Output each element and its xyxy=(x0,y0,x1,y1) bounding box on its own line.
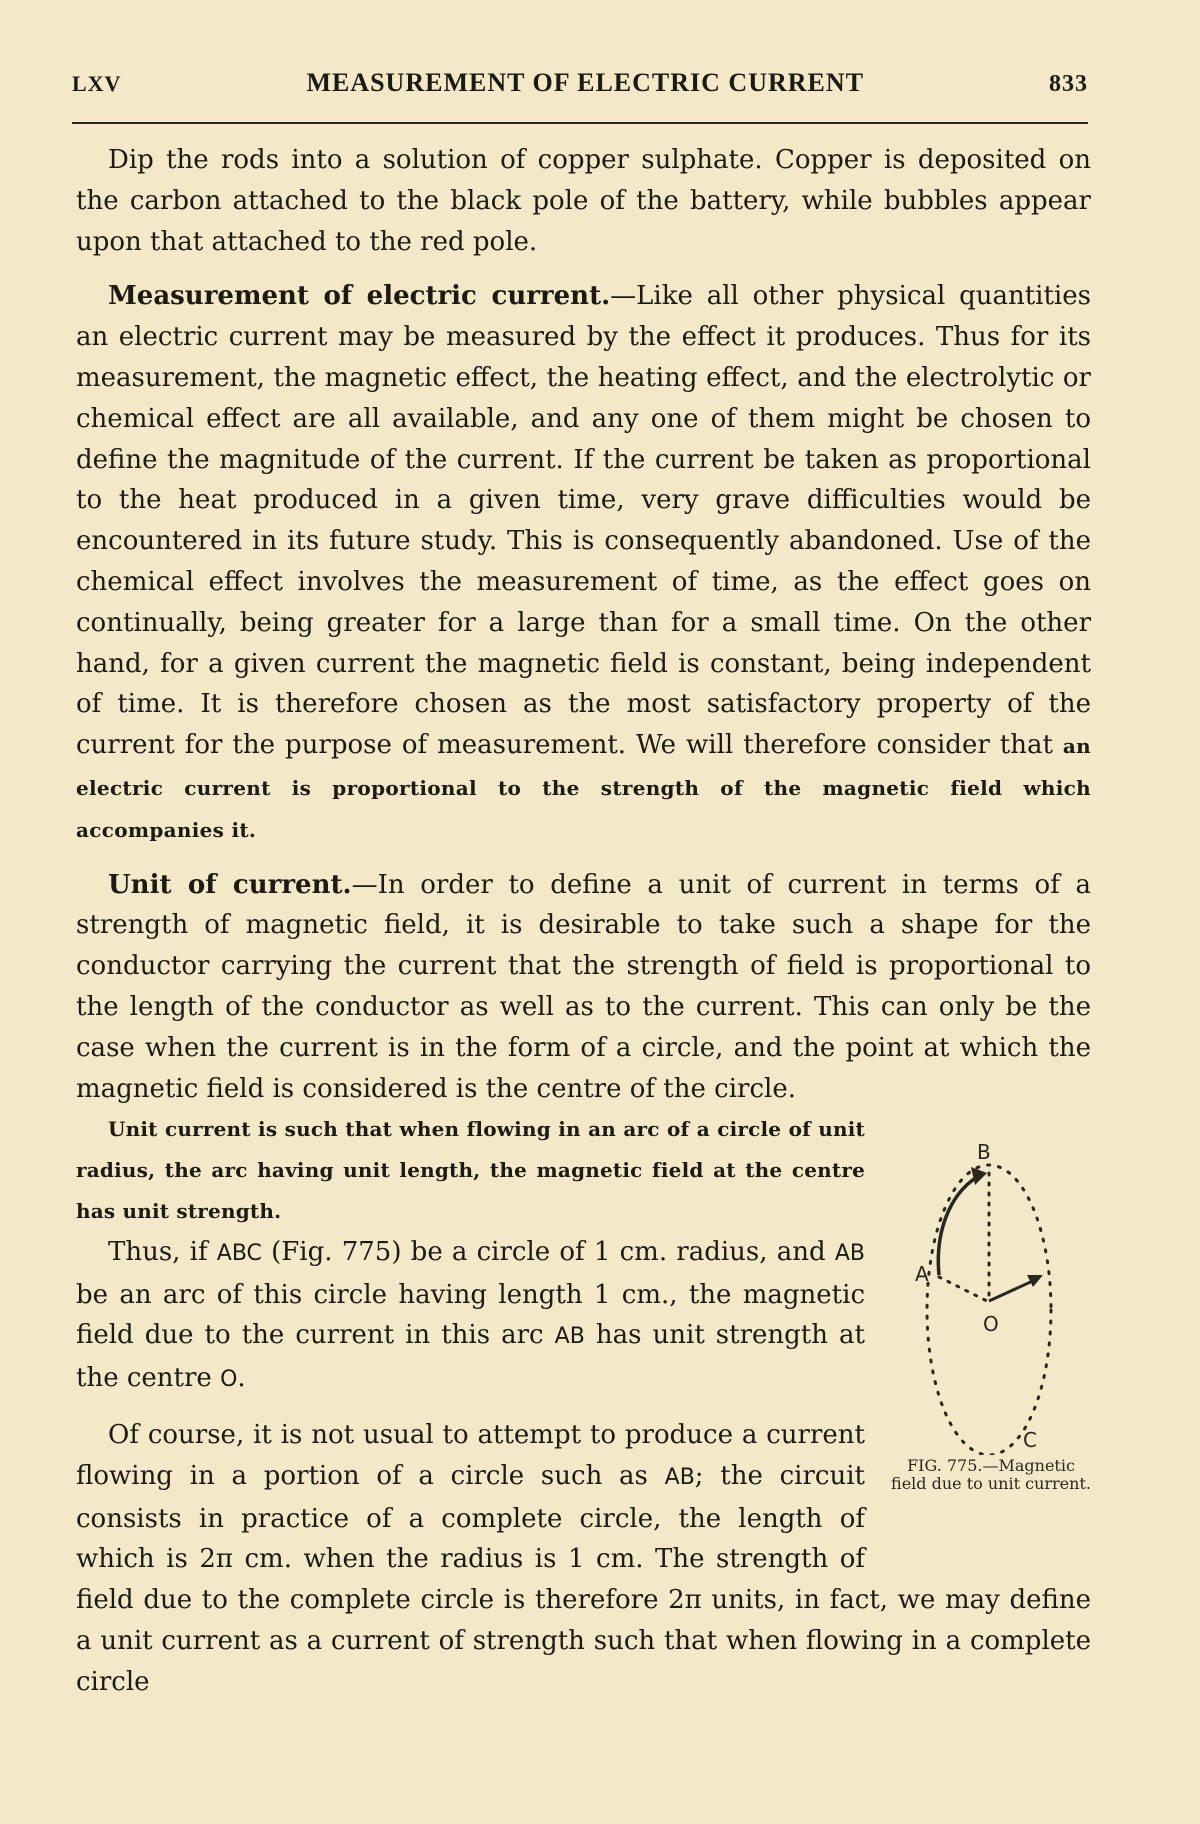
symbol-ab: AB xyxy=(834,1240,865,1266)
page-body xyxy=(76,140,1091,1702)
paragraph-measurement xyxy=(76,276,1091,850)
circle-abc xyxy=(927,1165,1051,1455)
page-number: 833 xyxy=(1049,71,1088,97)
text: ; the circuit consists in practice of a complete circle, the length of which is 2π cm. when the radius is 1 cm. The strength of field due to the complete circle is therefore 2π units, in fact, we may define a unit current as a current of strength such that when flowing in a complete circle xyxy=(76,1460,1091,1697)
definition-unit-current: Unit current is such that when flowing in an arc of a circle of unit radius, the arc having unit length, the magnetic field at the centre has unit strength. xyxy=(76,1117,865,1223)
figure-caption: FIG. 775.—Magnetic field due to unit current. xyxy=(891,1456,1091,1494)
emphasized-principle: an electric current is proportional to the strength of the magnetic field which accompanies it. xyxy=(76,734,1091,842)
figure-775 xyxy=(891,1115,1091,1575)
arc-arrow-icon xyxy=(971,1167,987,1185)
chapter-number: LXV xyxy=(72,71,122,96)
text: (Fig. 775) be a circle of 1 cm. radius, and xyxy=(261,1236,835,1267)
symbol-o: O xyxy=(220,1367,238,1393)
text: . xyxy=(237,1363,246,1394)
circle-diagram xyxy=(891,1115,1091,1455)
section-heading-measurement: Measurement of electric current. xyxy=(108,281,611,312)
symbol-ab: AB xyxy=(554,1324,585,1350)
text: Thus, if xyxy=(108,1236,217,1267)
paragraph-text: Dip the rods into a solution of copper sulphate. Copper is deposited on the carbon attached to the black pole of the battery, while bubbles appear upon that attached to the red pole. xyxy=(76,145,1091,257)
paragraph-copper-deposit xyxy=(76,140,1091,262)
text: has unit strength at the centre xyxy=(76,1320,865,1394)
arc-ab xyxy=(938,1177,977,1275)
paragraph-text: —In order to define a unit of current in terms of a strength of magnetic field, it is desirable to take such a shape for the conductor carrying the current that the strength of field is proportional to the length of the conductor as well as to the current. This can only be the case when the current is in the form of a circle, and the point at which the magnetic field is considered is the centre of the circle. xyxy=(76,869,1092,1104)
label-a: A xyxy=(915,1262,929,1287)
label-b: B xyxy=(977,1140,991,1165)
text: Of course, it is not usual to attempt to produce a current flowing in a portion of a circle such as xyxy=(76,1419,865,1491)
paragraph-text: —Like all other physical quantities an electric current may be measured by the effect it produces. Thus for its measurement, the magnetic effect, the heating effect, and the electrolytic or chemical effect are all available, and any one of them might be chosen to define the magnitude of the current. If the current be taken as proportional to the heat produced in a given time, very grave difficulties would be encountered in its future study. This is consequently abandoned. Use of the chemical effect involves the measurement of time, as the effect goes on continually, being greater for a large than for a small time. On the other hand, for a given current the magnetic field is constant, being independent of time. It is therefore chosen as the most satisfactory property of the current for the purpose of measurement. We will therefore consider that xyxy=(76,281,1091,761)
label-c: C xyxy=(1023,1428,1037,1453)
running-header xyxy=(72,68,1088,104)
symbol-ab: AB xyxy=(664,1464,695,1490)
label-o: O xyxy=(983,1312,999,1337)
text: be an arc of this circle having length 1 cm., the magnetic field due to the current in this arc xyxy=(76,1279,865,1351)
header-rule xyxy=(72,122,1088,124)
symbol-abc: ABC xyxy=(216,1240,262,1266)
field-arrow xyxy=(989,1279,1037,1301)
paragraph-unit-current xyxy=(76,865,1091,1110)
radius-ao xyxy=(939,1277,987,1301)
section-heading-unit-current: Unit of current. xyxy=(108,869,352,900)
running-title: MEASUREMENT OF ELECTRIC CURRENT xyxy=(306,68,865,97)
